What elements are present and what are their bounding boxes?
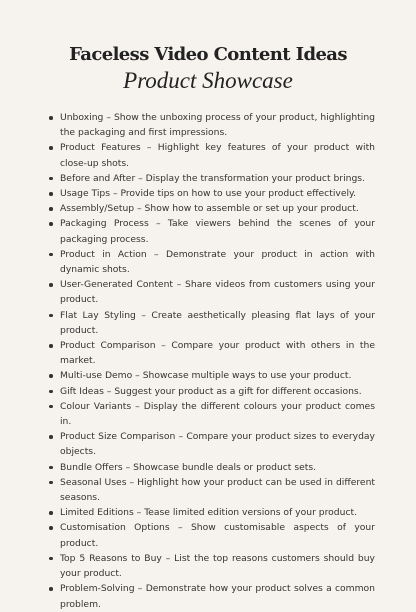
list-item: Product Features – Highlight key features of your product with close-up shots. xyxy=(60,140,375,170)
page-title: Faceless Video Content Ideas xyxy=(69,44,347,65)
list-item: Product Size Comparison – Compare your product sizes to everyday objects. xyxy=(60,429,375,459)
list-item: Packaging Process – Take viewers behind the scenes of your packaging process. xyxy=(60,216,375,246)
list-item: Multi-use Demo – Showcase multiple ways to use your product. xyxy=(60,368,375,383)
list-item: Problem-Solving – Demonstrate how your product solves a common problem. xyxy=(60,581,375,611)
list-item: Unboxing – Show the unboxing process of your product, highlighting the packaging and first impressions. xyxy=(60,110,375,140)
list-item: Product Comparison – Compare your product with others in the market. xyxy=(60,338,375,368)
list-item: Flat Lay Styling – Create aesthetically pleasing flat lays of your product. xyxy=(60,308,375,338)
list-item: Before and After – Display the transformation your product brings. xyxy=(60,171,375,186)
list-item: Gift Ideas – Suggest your product as a gift for different occasions. xyxy=(60,384,375,399)
list-item: User-Generated Content – Share videos from customers using your product. xyxy=(60,277,375,307)
list-item: Assembly/Setup – Show how to assemble or set up your product. xyxy=(60,201,375,216)
list-item: Usage Tips – Provide tips on how to use your product effectively. xyxy=(60,186,375,201)
list-item: Colour Variants – Display the different colours your product comes in. xyxy=(60,399,375,429)
list-item: Bundle Offers – Showcase bundle deals or product sets. xyxy=(60,460,375,475)
list-item: Limited Editions – Tease limited edition versions of your product. xyxy=(60,505,375,520)
list-item: Top 5 Reasons to Buy – List the top reasons customers should buy your product. xyxy=(60,551,375,581)
list-item: Customisation Options – Show customisable aspects of your product. xyxy=(60,520,375,550)
page-subtitle: Product Showcase xyxy=(123,68,293,93)
ideas-list xyxy=(60,110,375,612)
list-item: Product in Action – Demonstrate your product in action with dynamic shots. xyxy=(60,247,375,277)
list-item: Seasonal Uses – Highlight how your product can be used in different seasons. xyxy=(60,475,375,505)
